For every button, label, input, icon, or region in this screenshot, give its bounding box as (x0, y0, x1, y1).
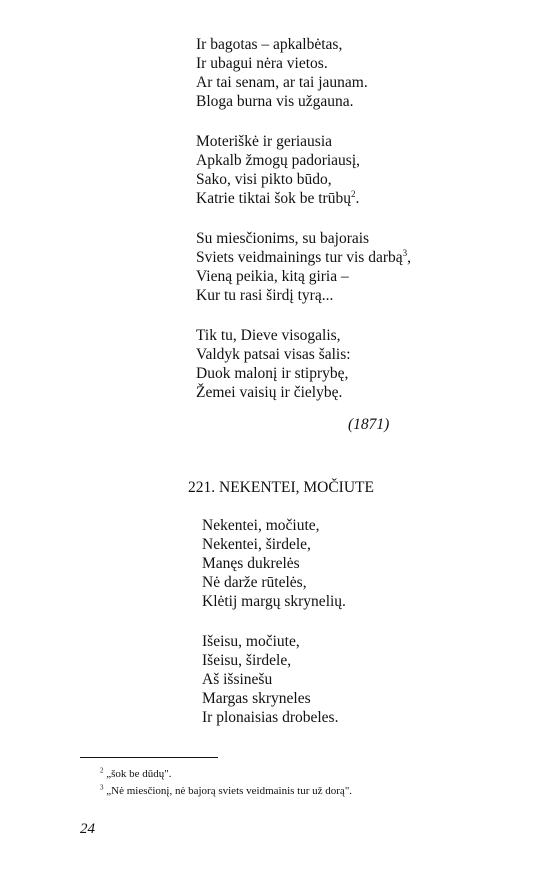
poem-line (196, 248, 411, 268)
poem-date: (1871) (348, 416, 390, 433)
poem-line-text: Sviets veidmainings tur vis darbą (196, 249, 403, 266)
line-end-period: . (355, 190, 360, 207)
poem-line: Tik tu, Dieve visogalis, (196, 327, 341, 344)
poem-line: Ir ubagui nėra vietos. (196, 55, 328, 72)
poem-line: Nekentei, širdele, (202, 536, 311, 553)
poem-line: Klėtij margų skrynelių. (202, 593, 346, 610)
poem-line: Su miesčionims, su bajorais (196, 230, 370, 247)
poem-line: Nekentei, močiute, (202, 517, 320, 534)
poem-line: Ir plonaisias drobeles. (202, 709, 339, 726)
footnote-mark: 3 (100, 783, 104, 792)
poem-line: Valdyk patsai visas šalis: (196, 346, 351, 363)
footnote-divider (80, 757, 218, 758)
poem-line: Bloga burna vis užgauna. (196, 93, 354, 110)
page-number: 24 (80, 821, 95, 837)
poem-line (196, 189, 359, 209)
footnote (100, 767, 172, 781)
poem-line: Moteriškė ir geriausia (196, 133, 333, 150)
footnote-reference: 2 (350, 188, 356, 199)
poem-line: Duok malonį ir stiprybę, (196, 365, 349, 382)
poem-line: Nė darže rūtelės, (202, 574, 307, 591)
footnote (100, 784, 352, 798)
poem-line: Aš išsinešu (202, 671, 273, 688)
poem-line: Manęs dukrelės (202, 555, 300, 572)
poem-line-text: Katrie tiktai šok be trūbų (196, 190, 351, 207)
poem-line: Ar tai senam, ar tai jaunam. (196, 74, 368, 91)
footnote-text: „Nė miesčionį, nė bajorą sviets veidmainis tur už dorą". (106, 785, 353, 797)
poem-title: 221. NEKENTEI, MOČIUTE (188, 479, 374, 496)
poem-line: Apkalb žmogų padoriausį, (196, 152, 361, 169)
poem-line: Ir bagotas – apkalbėtas, (196, 36, 343, 53)
footnote-text: „šok be dūdų". (106, 768, 172, 780)
footnote-reference: 3 (402, 247, 408, 258)
poem-line: Išeisu, širdele, (202, 652, 292, 669)
footnote-mark: 2 (100, 766, 104, 775)
poem-line: Margas skryneles (202, 690, 311, 707)
poem-line: Vieną peikia, kitą giria – (196, 268, 349, 285)
poem-line: Išeisu, močiute, (202, 633, 300, 650)
poem-line: Sako, visi pikto būdo, (196, 171, 332, 188)
line-end-comma: , (407, 249, 412, 266)
poem-line: Kur tu rasi širdį tyrą... (196, 287, 334, 304)
poem-line: Žemei vaisių ir čielybę. (196, 384, 343, 401)
